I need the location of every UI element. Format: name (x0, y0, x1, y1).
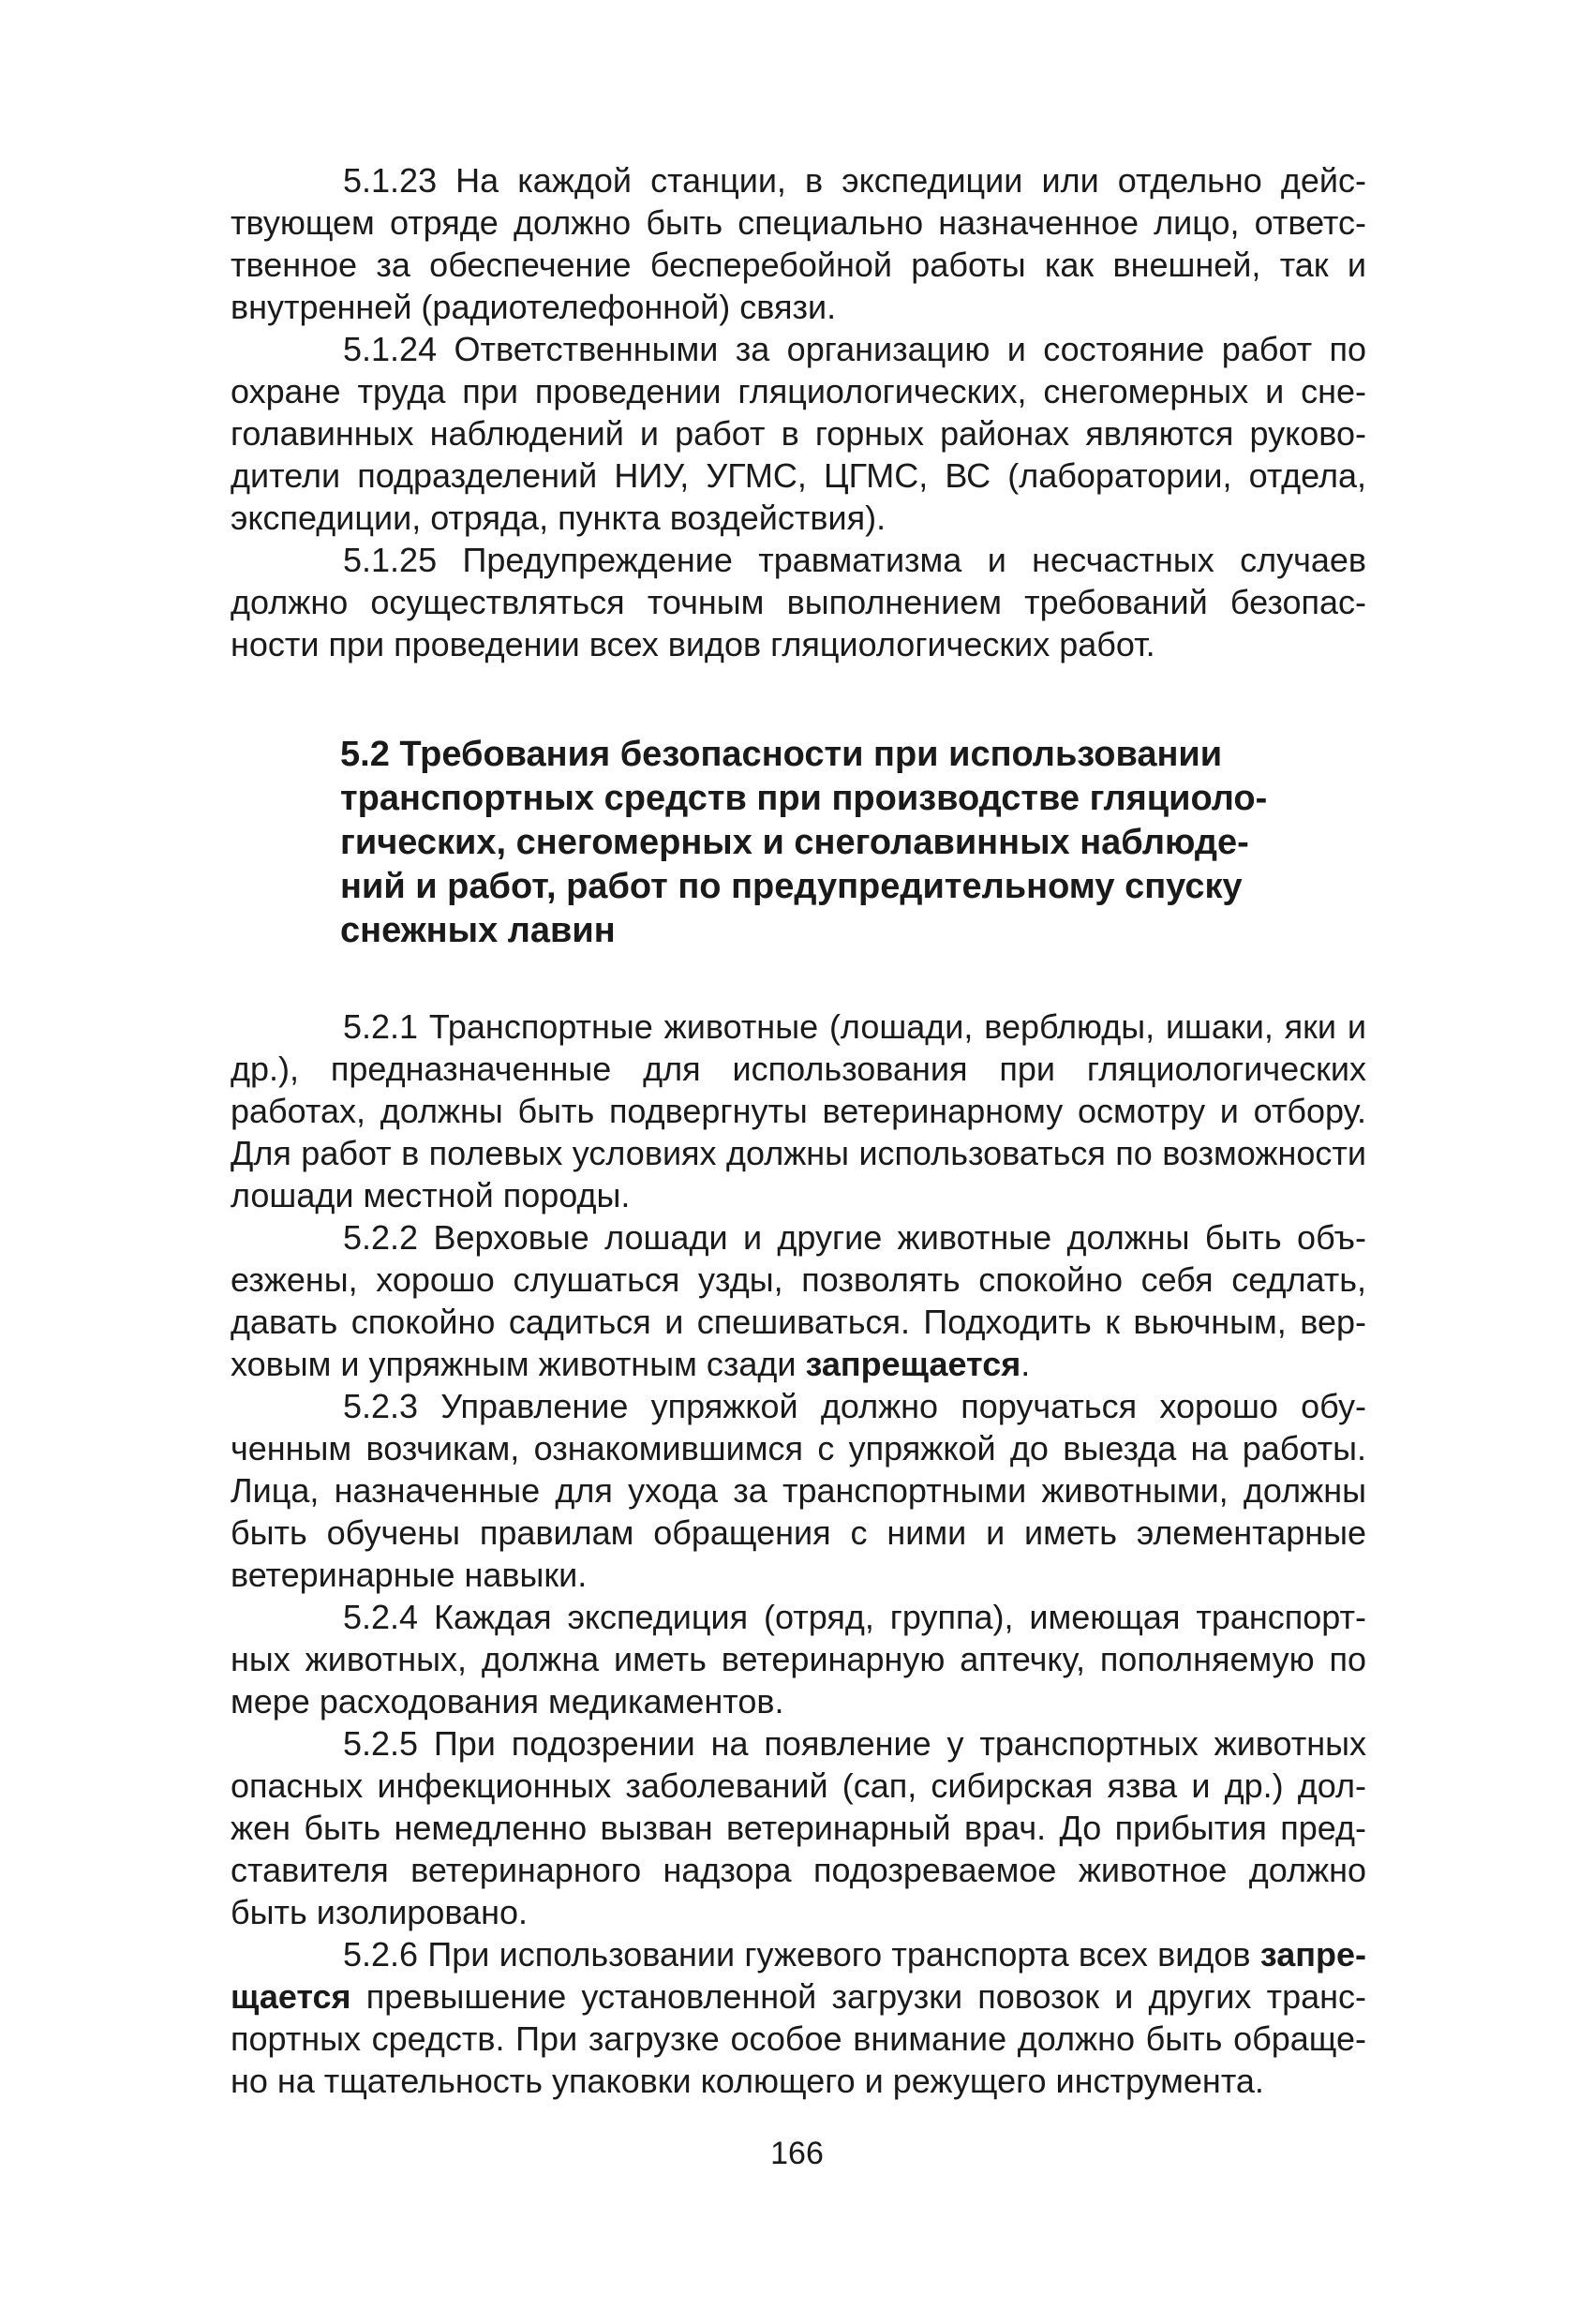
heading-line: снежных лавин (340, 911, 616, 950)
paragraph-5-2-5: 5.2.5 При подозрении на появление у транспортных животных опасных инфекционных заболеваний (сап, сибирская язва и др.) должен быть немедленно вызван ветеринарный врач. До прибытия представителя ветеринарного надзора подозреваемое животное должно быть изолировано. (231, 1724, 1366, 1931)
emphasis-prohibited: запрещается (231, 1935, 1366, 2016)
heading-line: транспортных средств при производстве гляциоло- (340, 779, 1268, 818)
paragraph-5-1-24: 5.1.24 Ответственными за организацию и состояние работ по охране труда при проведении гляциологических, снегомерных и снеголавинных наблюдений и работ в горных районах являются руководители подразделений НИУ, УГМС, ЦГМС, ВС (лаборатории, отдела, экспедиции, отряда, пункта воздействия). (231, 330, 1366, 537)
paragraph-5-1-23: 5.1.23 На каждой станции, в экспедиции или отдельно действующем отряде должно быть специально назначенное лицо, ответственное за обеспечение бесперебойной работы как внешней, так и внутренней (радиотелефонной) связи. (231, 161, 1366, 326)
paragraph-5-2-1: 5.2.1 Транспортные животные (лошади, верблюды, ишаки, яки и др.), предназначенные для использования при гляциологических работах, должны быть подвергнуты ветеринарному осмотру и отбору. Для работ в полевых условиях должны использоваться по возможности лошади местной породы. (231, 1007, 1366, 1214)
page-number: 166 (770, 2136, 824, 2171)
paragraph-5-2-6 (231, 1933, 1366, 2102)
paragraph-5-2-3: 5.2.3 Управление упряжкой должно поручаться хорошо обученным возчикам, ознакомившимся с упряжкой до выезда на работы. Лица, назначенные для ухода за транспортными животными, должны быть обучены правилам обращения с ними и иметь элементарные ветеринарные навыки. (231, 1387, 1366, 1594)
page-content (231, 159, 1366, 2102)
heading-line: 5.2 Требования безопасности при использовании (340, 735, 1223, 774)
paragraph-text: . (1020, 1345, 1031, 1383)
paragraph-5-2-2 (231, 1216, 1366, 1385)
paragraph-text: превышение установленной загрузки повозок и других транспортных средств. При загрузке особое внимание должно быть обращено на тщательность упаковки колющего и режущего инструмента. (231, 1977, 1366, 2100)
paragraph-text: 5.2.2 Верховые лошади и другие животные должны быть объезжены, хорошо слушаться узды, позволять спокойно себя седлать, давать спокойно садиться и спешиваться. Подходить к вьючным, верховым и упряжным животным сзади (231, 1218, 1366, 1383)
section-heading-5-2 (231, 665, 1366, 1006)
paragraph-text: 5.2.6 При использовании гужевого транспорта всех видов (343, 1935, 1260, 1974)
emphasis-prohibited: запрещается (805, 1345, 1021, 1383)
heading-line: ний и работ, работ по предупредительному спуску (340, 867, 1243, 906)
heading-line: гических, снегомерных и снеголавинных наблюде- (340, 823, 1249, 862)
paragraph-5-1-25: 5.1.25 Предупреждение травматизма и несчастных случаев должно осуществляться точным выполнением требований безопасности при проведении всех видов гляциологических работ. (231, 541, 1366, 663)
paragraph-5-2-4: 5.2.4 Каждая экспедиция (отряд, группа), имеющая транспортных животных, должна иметь ветеринарную аптечку, пополняемую по мере расходования медикаментов. (231, 1598, 1366, 1721)
